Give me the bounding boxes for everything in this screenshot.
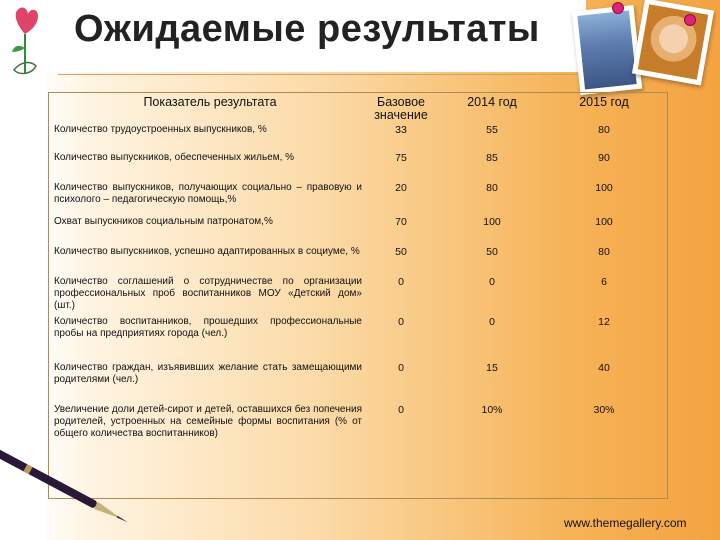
table-header-row	[54, 96, 660, 124]
row-label: Количество граждан, изъявивших желание стать замещающими родителями (чел.)	[54, 362, 362, 385]
children-group-photo	[572, 5, 642, 95]
row-2014: 15	[486, 362, 498, 374]
slide-title: Ожидаемые результаты	[74, 8, 540, 50]
row-baseline: 50	[395, 246, 407, 258]
table-row	[54, 124, 660, 152]
header-indicator: Показатель результата	[143, 95, 277, 109]
row-2015: 80	[598, 124, 610, 136]
row-baseline: 33	[395, 124, 407, 136]
row-2014: 80	[486, 182, 498, 194]
row-2015: 30%	[593, 404, 615, 416]
table-row	[54, 246, 660, 276]
pushpin-icon	[684, 14, 696, 26]
row-2015: 100	[595, 182, 613, 194]
row-2015: 100	[595, 216, 613, 228]
row-2015: 80	[598, 246, 610, 258]
row-label: Количество соглашений о сотрудничестве по организации профессиональных проб воспитанников МОУ «Детский дом» (шт.)	[54, 276, 362, 311]
table-row	[54, 216, 660, 246]
rose-hand-logo-icon	[6, 4, 44, 82]
header-2015: 2015 год	[579, 95, 629, 109]
table-row	[54, 152, 660, 182]
row-label: Количество трудоустроенных выпускников, %	[54, 124, 267, 135]
table-row	[54, 182, 660, 216]
row-baseline: 0	[398, 276, 404, 288]
pushpin-icon	[612, 2, 624, 14]
row-label: Количество выпускников, обеспеченных жильем, %	[54, 152, 295, 163]
row-label: Количество выпускников, успешно адаптированных в социуме, %	[54, 246, 360, 257]
row-2014: 0	[489, 276, 495, 288]
header-2014: 2014 год	[467, 95, 517, 109]
row-baseline: 20	[395, 182, 407, 194]
row-baseline: 0	[398, 316, 404, 328]
row-label: Увеличение доли детей-сирот и детей, оставшихся без попечения родителей, устроенных на семейные формы воспитания (% от общего количества воспитанников)	[54, 404, 362, 439]
row-baseline: 0	[398, 362, 404, 374]
row-2014: 85	[486, 152, 498, 164]
row-2014: 10%	[481, 404, 503, 416]
row-baseline: 75	[395, 152, 407, 164]
results-table	[54, 96, 660, 456]
row-2015: 12	[598, 316, 610, 328]
header-baseline: Базовое значение	[374, 95, 428, 122]
row-label: Количество выпускников, получающих социально – правовую и психолого – педагогическую помощь,%	[54, 182, 362, 205]
child-portrait-photo	[632, 0, 714, 86]
row-baseline: 0	[398, 404, 404, 416]
row-baseline: 70	[395, 216, 407, 228]
row-2015: 40	[598, 362, 610, 374]
row-2014: 100	[483, 216, 501, 228]
table-row	[54, 316, 660, 362]
table-row	[54, 362, 660, 404]
row-2015: 90	[598, 152, 610, 164]
row-2014: 55	[486, 124, 498, 136]
row-2014: 0	[489, 316, 495, 328]
title-divider	[58, 74, 578, 75]
row-2014: 50	[486, 246, 498, 258]
row-label: Количество воспитанников, прошедших профессиональные пробы на предприятиях города (чел.)	[54, 316, 362, 339]
table-row	[54, 276, 660, 316]
row-label: Охват выпускников социальным патронатом,%	[54, 216, 273, 227]
table-row	[54, 404, 660, 456]
row-2015: 6	[601, 276, 607, 288]
website-footer: www.themegallery.com	[564, 516, 687, 530]
